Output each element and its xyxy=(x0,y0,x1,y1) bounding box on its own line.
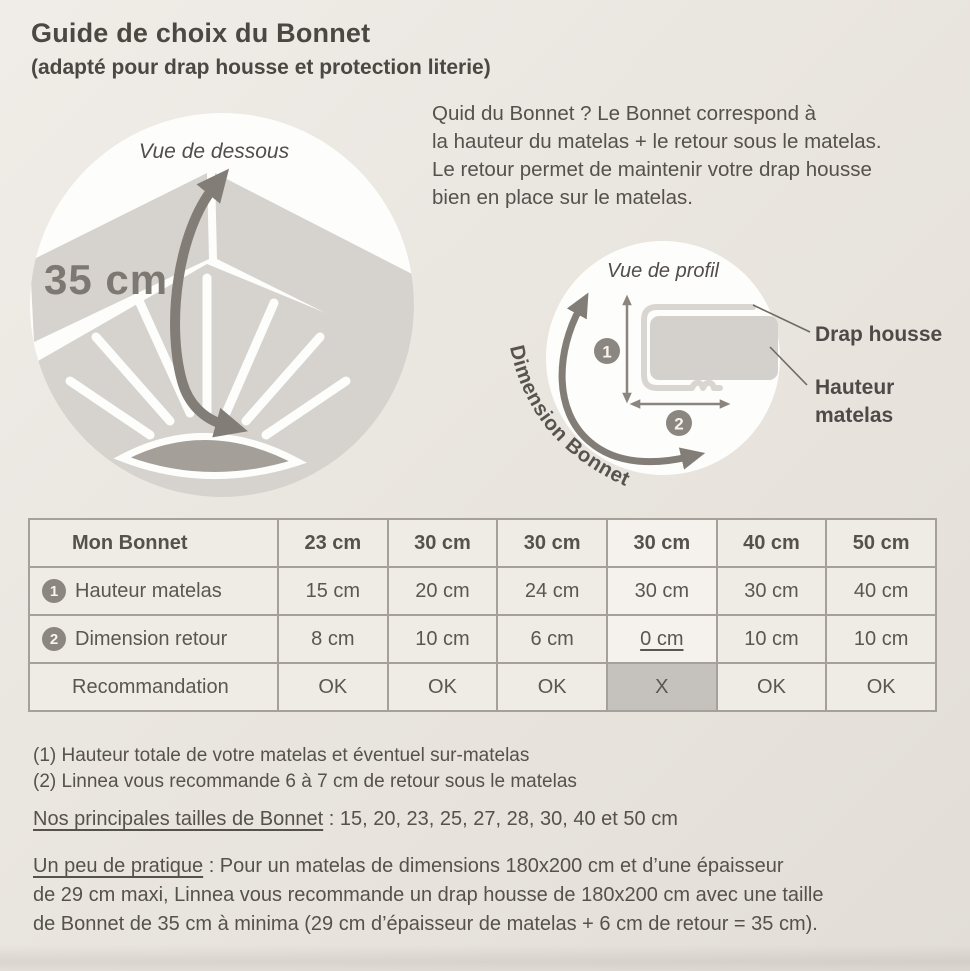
footnotes xyxy=(33,743,577,795)
table-cell: 30 cm xyxy=(608,568,716,614)
bonnet-measurement-value: 35 cm xyxy=(44,256,169,303)
table-row-label: Recommandation xyxy=(30,664,277,710)
table-cell: OK xyxy=(498,664,606,710)
intro-line: Le retour permet de maintenir votre drap housse xyxy=(432,158,872,181)
page-title: Guide de choix du Bonnet xyxy=(31,18,371,48)
page-subtitle: (adapté pour drap housse et protection literie) xyxy=(31,56,491,79)
dimension-bonnet-label: Dimension Bonnet xyxy=(505,342,634,491)
table-row-label: Mon Bonnet xyxy=(30,520,277,566)
footnote-1: (1) Hauteur totale de votre matelas et éventuel sur-matelas xyxy=(33,745,530,766)
sizes-values: : 15, 20, 23, 25, 27, 28, 30, 40 et 50 cm xyxy=(323,808,678,830)
bonnet-size-table xyxy=(28,518,937,712)
table-cell: 30 cm xyxy=(608,520,716,566)
intro-line: bien en place sur le matelas. xyxy=(432,186,693,209)
table-cell: 8 cm xyxy=(279,616,387,662)
profile-view-caption: Vue de profil xyxy=(607,260,719,282)
bottom-vignette xyxy=(0,945,970,971)
intro-text xyxy=(432,100,882,212)
bottom-view-diagram xyxy=(30,113,414,497)
table-cell: OK xyxy=(718,664,826,710)
table-cell: 40 cm xyxy=(718,520,826,566)
practice-label: Un peu de pratique xyxy=(33,855,204,877)
marker-2-badge: 2 xyxy=(42,627,66,651)
table-cell: 40 cm xyxy=(827,568,935,614)
sizes-line xyxy=(33,808,678,831)
practice-paragraph: Un peu de pratique : Pour un matelas de dimensions 180x200 cm et d’une épaisseur de 29 cm maxi, Linnea vous recommande un drap housse de 180x200 cm avec une taille de Bonnet de 35 cm à minima (29 cm d’épaisseur de matelas + 6 cm de retour = 35 cm). xyxy=(33,855,824,935)
table-row-label: 2 Dimension retour xyxy=(30,616,277,662)
intro-line: Quid du Bonnet ? Le Bonnet correspond à xyxy=(432,102,817,125)
table-cell-not-recommended: X xyxy=(608,664,716,710)
table-row-label: 1 Hauteur matelas xyxy=(30,568,277,614)
header xyxy=(31,18,491,80)
table-cell: OK xyxy=(827,664,935,710)
marker-1-badge: 1 xyxy=(42,579,66,603)
table-cell: 6 cm xyxy=(498,616,606,662)
mattress-side xyxy=(650,316,778,380)
bottom-view-caption: Vue de dessous xyxy=(138,140,290,163)
table-cell: 20 cm xyxy=(389,568,497,614)
table-cell: 30 cm xyxy=(389,520,497,566)
intro-line: la hauteur du matelas + le retour sous le matelas. xyxy=(432,130,882,153)
table-cell: 10 cm xyxy=(389,616,497,662)
hauteur-matelas-label: Hauteur matelas xyxy=(815,376,895,427)
table-cell: OK xyxy=(279,664,387,710)
table-cell: OK xyxy=(389,664,497,710)
sizes-label: Nos principales tailles de Bonnet xyxy=(33,808,324,830)
table-cell: 30 cm xyxy=(498,520,606,566)
table-cell: 23 cm xyxy=(279,520,387,566)
marker-1-number: 1 xyxy=(602,342,612,362)
table-cell: 0 cm xyxy=(608,616,716,662)
drap-housse-label: Drap housse xyxy=(815,323,943,346)
marker-2-number: 2 xyxy=(674,414,684,434)
table-cell: 10 cm xyxy=(718,616,826,662)
table-cell: 10 cm xyxy=(827,616,935,662)
footnote-2: (2) Linnea vous recommande 6 à 7 cm de retour sous le matelas xyxy=(33,771,577,792)
table-cell: 15 cm xyxy=(279,568,387,614)
table-cell: 30 cm xyxy=(718,568,826,614)
table-cell: 24 cm xyxy=(498,568,606,614)
table-cell: 50 cm xyxy=(827,520,935,566)
